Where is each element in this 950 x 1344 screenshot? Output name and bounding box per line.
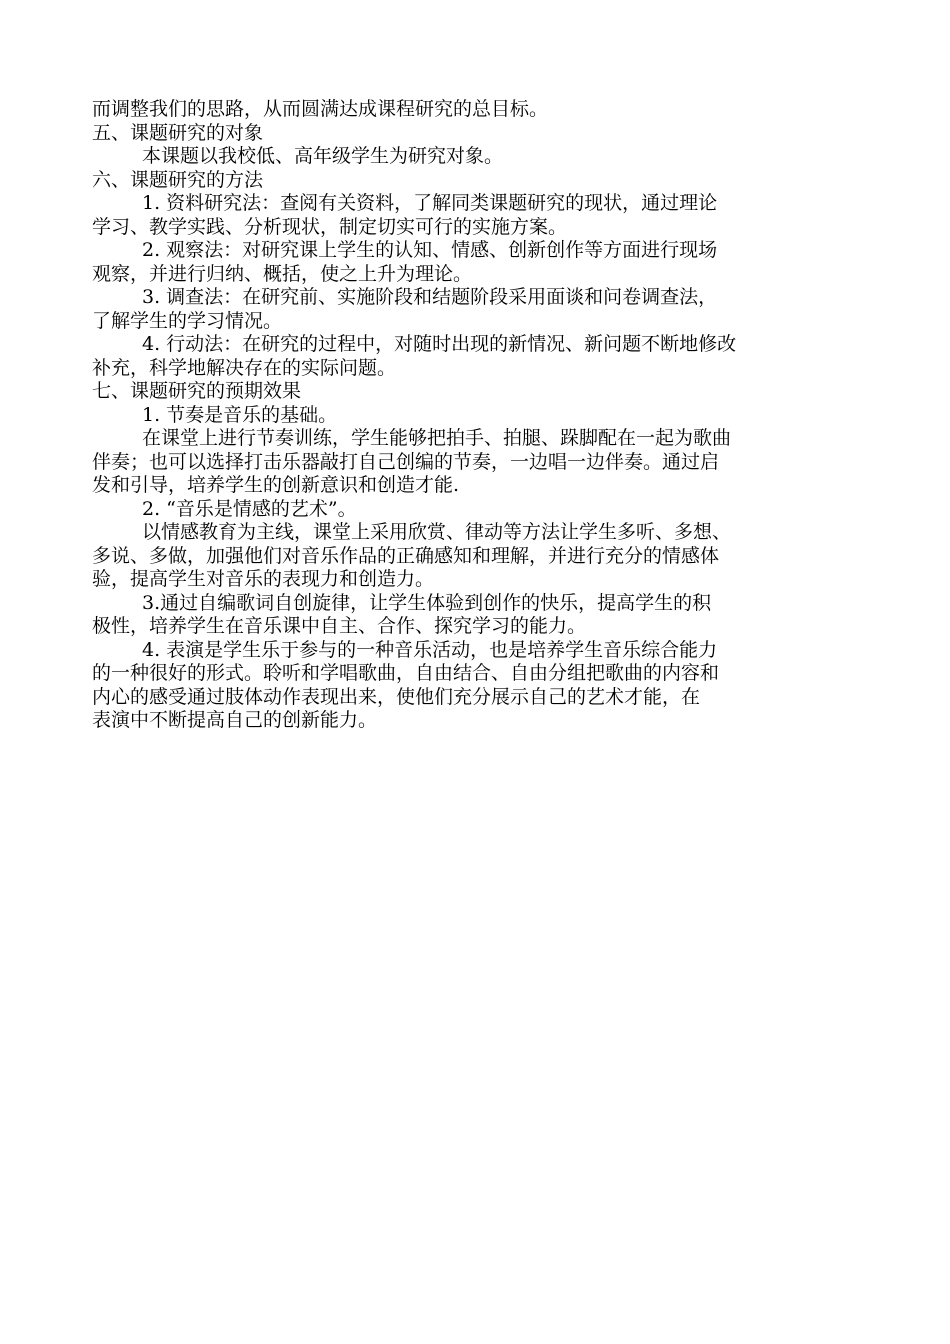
list-item-line: 4. 行动法：在研究的过程中，对随时出现的新情况、新问题不断地修改 <box>142 333 737 355</box>
list-item-line: 3.通过自编歌词自创旋律，让学生体验到创作的快乐，提高学生的积 <box>142 591 712 614</box>
list-item-line: 2. “音乐是情感的艺术”。 <box>142 497 357 520</box>
paragraph-line: 学习、教学实践、分析现状，制定切实可行的实施方案。 <box>92 215 568 238</box>
paragraph-line: 多说、多做，加强他们对音乐作品的正确感知和理解，并进行充分的情感体 <box>92 544 720 567</box>
paragraph-line: 的一种很好的形式。聆听和学唱歌曲，自由结合、自由分组把歌曲的内容和 <box>92 662 720 684</box>
paragraph-line: 而调整我们的思路，从而圆满达成课程研究的总目标。 <box>92 98 549 120</box>
section-heading: 六、课题研究的方法 <box>92 168 264 191</box>
list-item-line: 1. 节奏是音乐的基础。 <box>142 403 338 426</box>
paragraph-line: 本课题以我校低、高年级学生为研究对象。 <box>142 145 504 167</box>
paragraph-line: 表演中不断提高自己的创新能力。 <box>92 709 378 731</box>
paragraph-line: 极性，培养学生在音乐课中自主、合作、探究学习的能力。 <box>92 615 587 637</box>
paragraph-line: 发和引导，培养学生的创新意识和创造才能. <box>92 474 460 496</box>
paragraph-line: 验，提高学生对音乐的表现力和创造力。 <box>92 568 435 590</box>
paragraph-line: 补充，科学地解决存在的实际问题。 <box>92 356 397 379</box>
paragraph-line: 伴奏；也可以选择打击乐器敲打自己创编的节奏，一边唱一边伴奏。通过启 <box>92 450 720 473</box>
paragraph-line: 内心的感受通过肢体动作表现出来，使他们充分展示自己的艺术才能，在 <box>92 685 701 708</box>
paragraph-line: 了解学生的学习情况。 <box>92 309 283 332</box>
list-item-line: 4. 表演是学生乐于参与的一种音乐活动，也是培养学生音乐综合能力 <box>142 638 718 661</box>
section-heading: 五、课题研究的对象 <box>92 121 264 144</box>
paragraph-line: 在课堂上进行节奏训练，学生能够把拍手、拍腿、跺脚配在一起为歌曲 <box>142 427 732 449</box>
list-item-line: 3. 调查法：在研究前、实施阶段和结题阶段采用面谈和问卷调查法， <box>142 286 718 308</box>
document-page <box>92 98 860 733</box>
section-heading: 七、课题研究的预期效果 <box>92 380 302 402</box>
paragraph-line: 以情感教育为主线，课堂上采用欣赏、律动等方法让学生多听、多想、 <box>142 521 732 543</box>
paragraph-line: 观察，并进行归纳、概括，使之上升为理论。 <box>92 262 473 285</box>
list-item-line: 2. 观察法：对研究课上学生的认知、情感、创新创作等方面进行现场 <box>142 239 718 261</box>
list-item-line: 1. 资料研究法：查阅有关资料，了解同类课题研究的现状，通过理论 <box>142 192 718 214</box>
